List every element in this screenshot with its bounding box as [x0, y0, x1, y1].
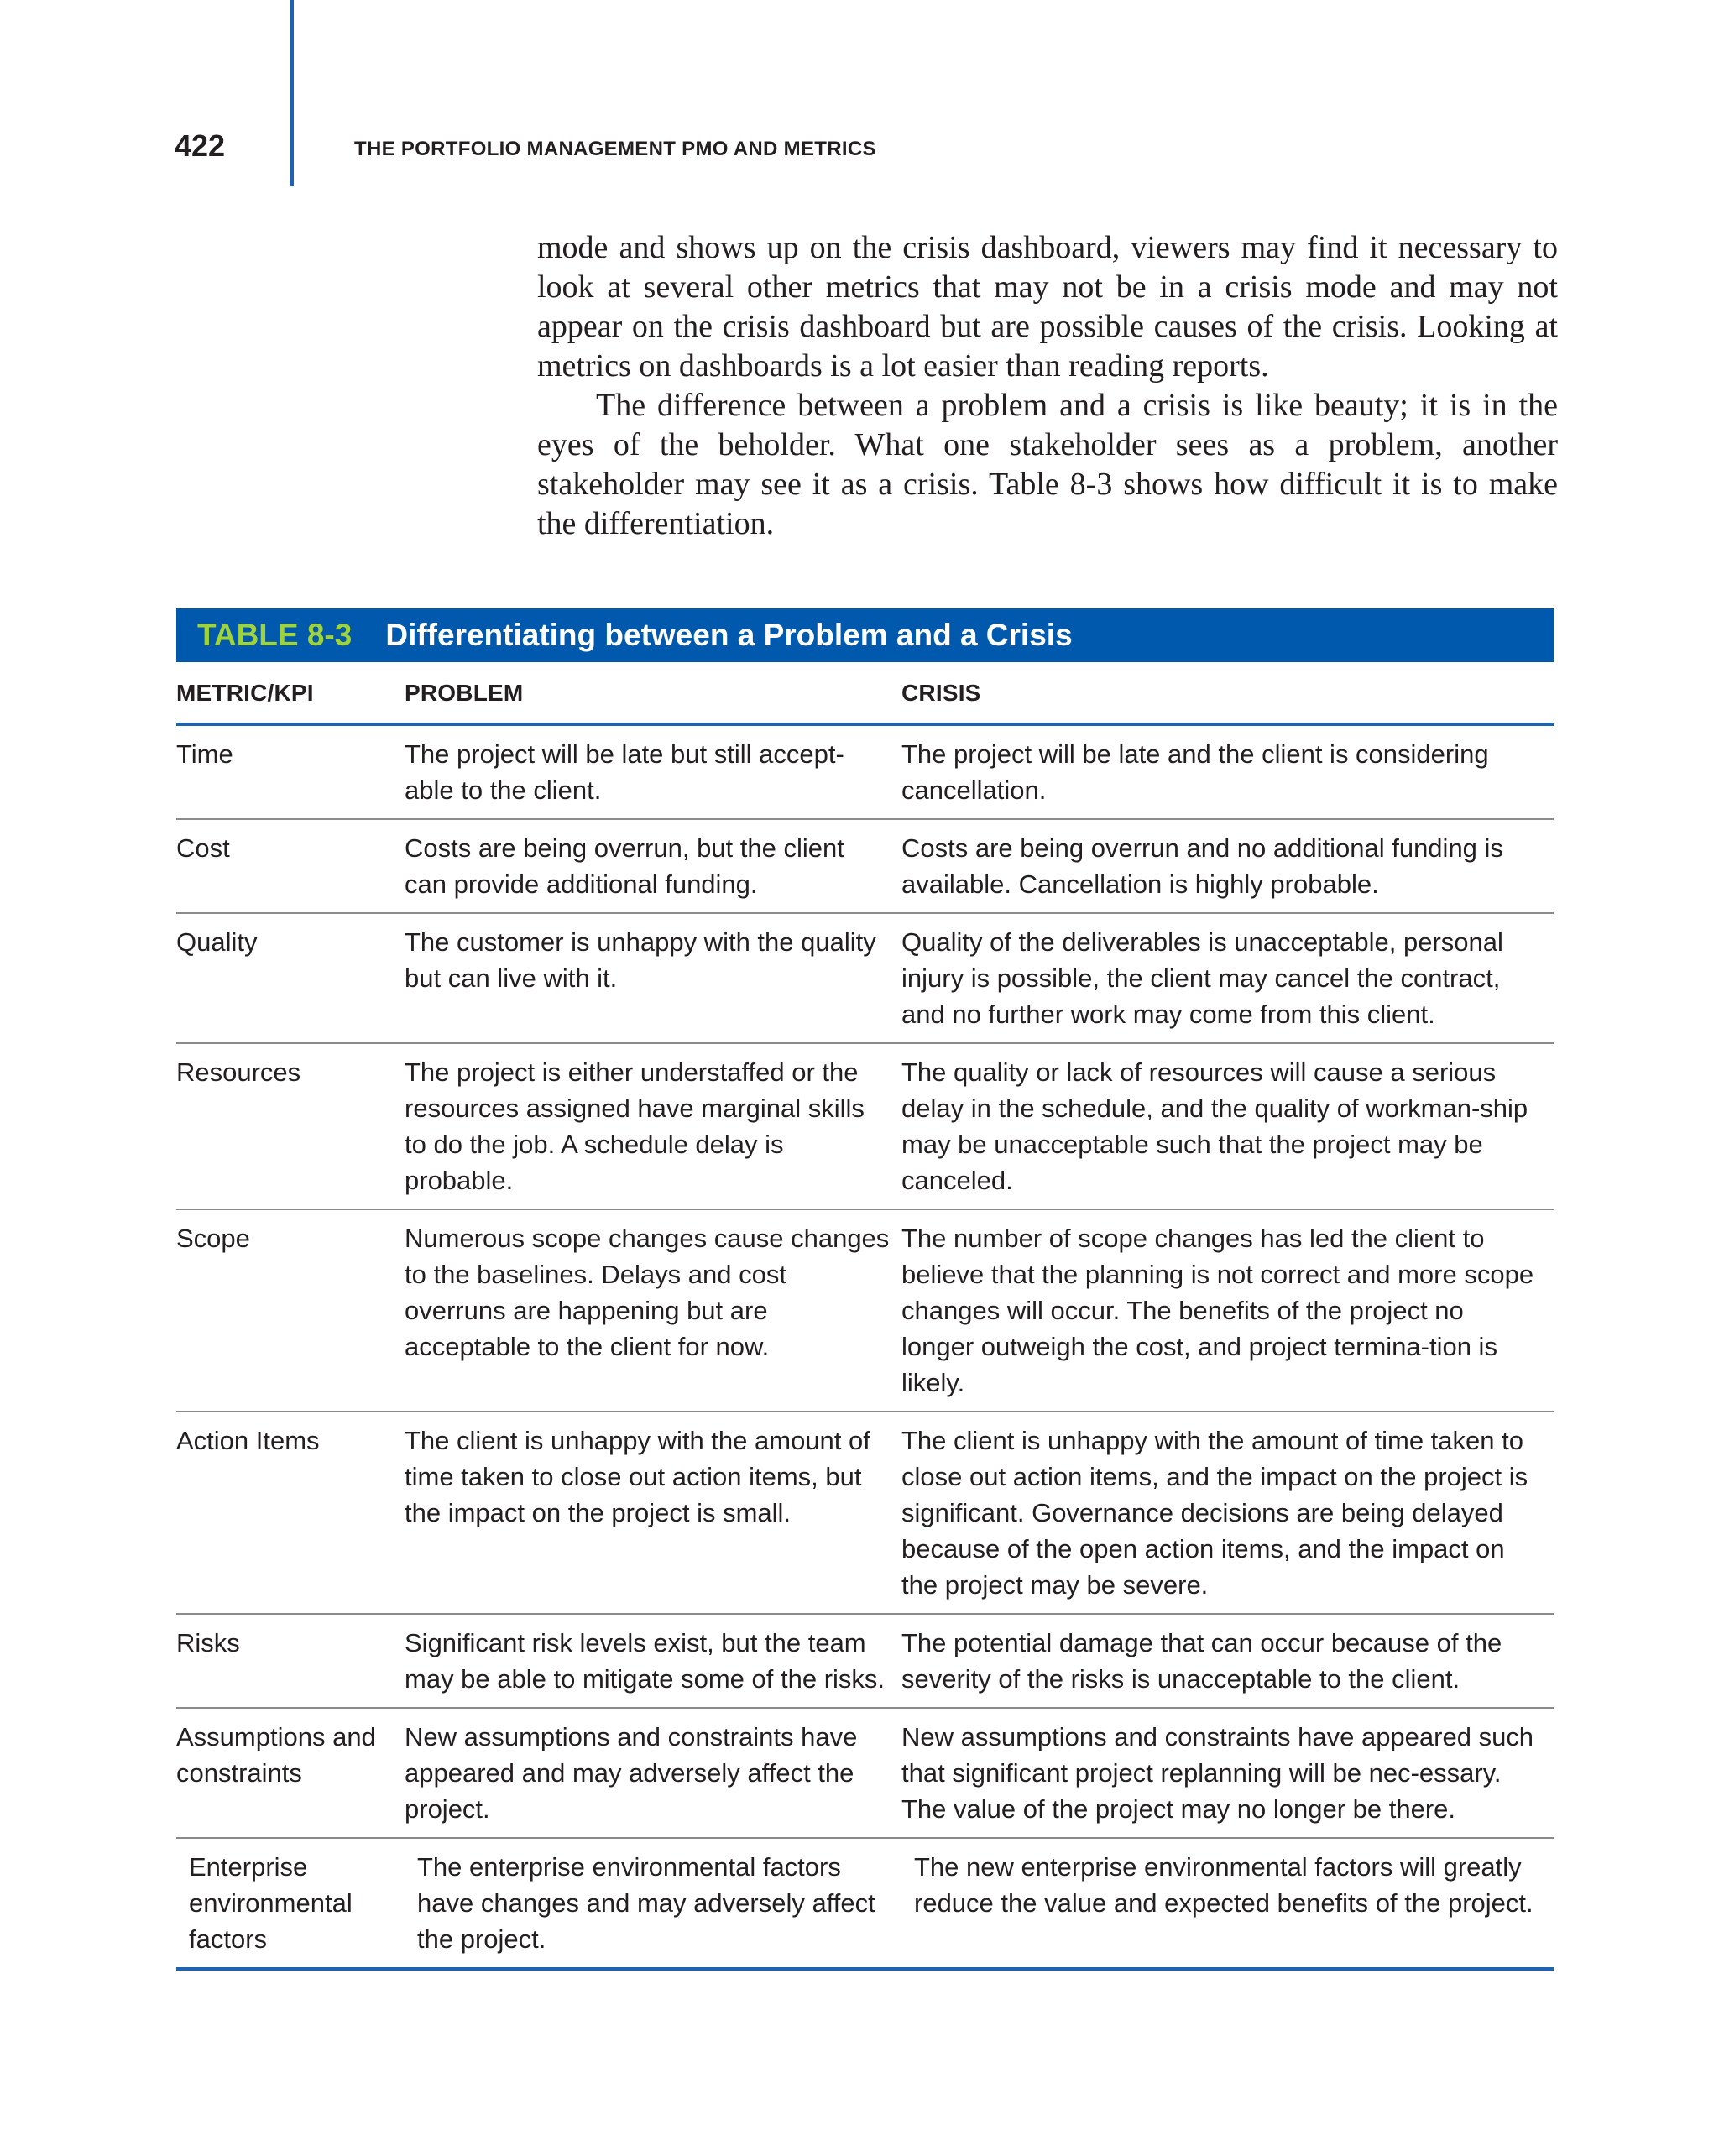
cell-metric: Action Items	[176, 1412, 405, 1614]
body-paragraph: mode and shows up on the crisis dashboard, viewers may find it necessary to look at several other metrics that may not be in a crisis mode and may not appear on the crisis dashboard but are possible causes of the crisis. Looking at metrics on dashboards is a lot easier than reading reports.	[537, 230, 1558, 384]
cell-problem: Significant risk levels exist, but the team may be able to mitigate some of the risks.	[405, 1614, 901, 1708]
cell-problem: Numerous scope changes cause changes to the baselines. Delays and cost overruns are happening but are acceptable to the client for now.	[405, 1209, 901, 1412]
cell-metric: Enterprise environmental factors	[176, 1838, 405, 1969]
header-vertical-rule	[290, 0, 294, 186]
cell-problem: The client is unhappy with the amount of time taken to close out action items, but the impact on the project is small.	[405, 1412, 901, 1614]
cell-problem: The project is either understaffed or the resources assigned have marginal skills to do the job. A schedule delay is probable.	[405, 1043, 901, 1209]
running-head: THE PORTFOLIO MANAGEMENT PMO AND METRICS	[354, 138, 876, 160]
table-row	[176, 1209, 1554, 1412]
cell-metric: Time	[176, 724, 405, 819]
table-row	[176, 819, 1554, 913]
cell-metric: Quality	[176, 913, 405, 1043]
table-title: Differentiating between a Problem and a Crisis	[385, 618, 1073, 652]
table-row	[176, 1708, 1554, 1838]
cell-crisis: The number of scope changes has led the client to believe that the planning is not correct and more scope changes will occur. The benefits of the project no longer outweigh the cost, and project termina-tion is likely.	[901, 1209, 1554, 1412]
cell-metric: Resources	[176, 1043, 405, 1209]
table-row	[176, 1043, 1554, 1209]
cell-metric: Cost	[176, 819, 405, 913]
table-row	[176, 724, 1554, 819]
table-8-3	[176, 608, 1554, 1971]
cell-metric: Risks	[176, 1614, 405, 1708]
table-title-bar	[176, 608, 1554, 662]
cell-problem: The enterprise environmental factors have changes and may adversely affect the project.	[405, 1838, 901, 1969]
cell-crisis: Quality of the deliverables is unacceptable, personal injury is possible, the client may cancel the contract, and no further work may come from this client.	[901, 913, 1554, 1043]
table-row	[176, 1412, 1554, 1614]
cell-crisis: The potential damage that can occur because of the severity of the risks is unacceptable to the client.	[901, 1614, 1554, 1708]
cell-problem: Costs are being overrun, but the client can provide additional funding.	[405, 819, 901, 913]
cell-crisis: The project will be late and the client is considering cancellation.	[901, 724, 1554, 819]
body-paragraph: The difference between a problem and a crisis is like beauty; it is in the eyes of the beholder. What one stakeholder sees as a problem, another stakeholder may see it as a crisis. Table 8-3 shows how difficult it is to make the differentiation.	[537, 388, 1558, 541]
table-row	[176, 1838, 1554, 1969]
cell-problem: The project will be late but still accept-able to the client.	[405, 724, 901, 819]
cell-problem: New assumptions and constraints have appeared and may adversely affect the project.	[405, 1708, 901, 1838]
cell-problem: The customer is unhappy with the quality but can live with it.	[405, 913, 901, 1043]
cell-metric: Assumptions and constraints	[176, 1708, 405, 1838]
body-text	[537, 228, 1558, 544]
column-header-problem: PROBLEM	[405, 662, 901, 724]
column-header-metric: METRIC/KPI	[176, 662, 405, 724]
table-row	[176, 1614, 1554, 1708]
table-label: TABLE 8-3	[197, 618, 353, 652]
table-header-row	[176, 662, 1554, 724]
cell-crisis: The quality or lack of resources will cause a serious delay in the schedule, and the quality of workman-ship may be unacceptable such that the project may be canceled.	[901, 1043, 1554, 1209]
comparison-table	[176, 662, 1554, 1971]
page-number: 422	[175, 128, 226, 163]
table-row	[176, 913, 1554, 1043]
column-header-crisis: CRISIS	[901, 662, 1554, 724]
cell-crisis: New assumptions and constraints have appeared such that significant project replanning will be nec-essary. The value of the project may no longer be there.	[901, 1708, 1554, 1838]
cell-crisis: Costs are being overrun and no additional funding is available. Cancellation is highly probable.	[901, 819, 1554, 913]
cell-crisis: The client is unhappy with the amount of time taken to close out action items, and the impact on the project is significant. Governance decisions are being delayed because of the open action items, and the impact on the project may be severe.	[901, 1412, 1554, 1614]
cell-metric: Scope	[176, 1209, 405, 1412]
cell-crisis: The new enterprise environmental factors will greatly reduce the value and expected benefits of the project.	[901, 1838, 1554, 1969]
